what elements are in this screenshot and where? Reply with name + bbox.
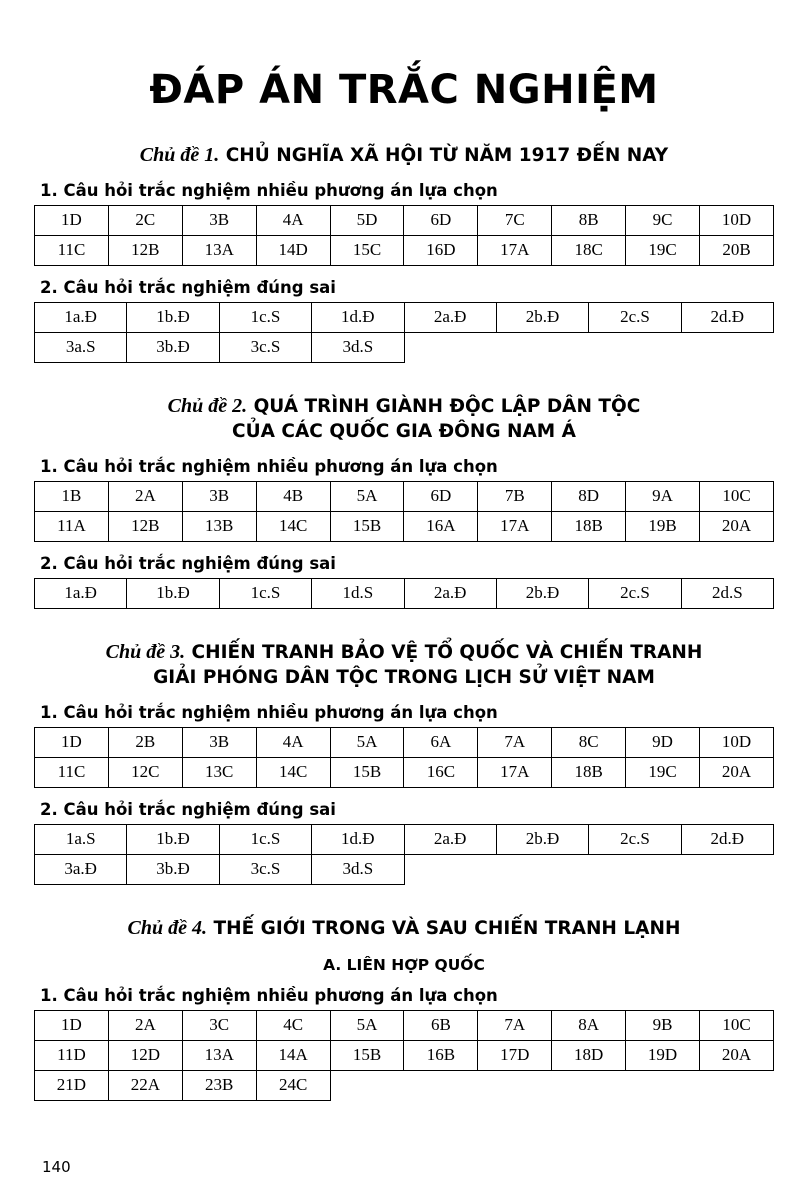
section-label-2-1: 1. Câu hỏi trắc nghiệm nhiều phương án lựa chọn [40,456,498,476]
answer-cell: 3a.Đ [35,854,127,884]
section-label-1-1: 1. Câu hỏi trắc nghiệm nhiều phương án lựa chọn [40,181,498,200]
answer-table-2-2 [34,578,774,609]
answer-cell: 2C [108,206,182,236]
answer-cell: 2c.S [589,824,681,854]
answer-cell: 17A [478,757,552,787]
empty-cell [330,1070,404,1100]
answer-cell: 14A [256,1040,330,1070]
table-row [35,481,774,511]
answer-cell: 15B [330,757,404,787]
section-label-3-1: 1. Câu hỏi trắc nghiệm nhiều phương án lựa chọn [40,702,498,722]
answer-cell: 2d.Đ [681,303,773,333]
answer-cell: 15C [330,236,404,266]
answer-cell: 19C [626,236,700,266]
answer-cell: 18D [552,1040,626,1070]
answer-cell: 1D [35,1010,109,1040]
answer-cell: 6A [404,727,478,757]
answer-cell: 1b.Đ [127,578,219,608]
answer-cell: 9A [626,481,700,511]
empty-cell [589,854,681,884]
answer-cell: 18C [552,236,626,266]
answer-cell: 3b.Đ [127,854,219,884]
answer-cell: 4A [256,206,330,236]
answer-cell: 20A [700,1040,774,1070]
answer-cell: 7A [478,1010,552,1040]
topic-label-1: Chủ đề 1. [139,144,220,166]
answer-cell: 4A [256,727,330,757]
answer-cell: 19B [626,511,700,541]
answer-cell: 2A [108,481,182,511]
table-row [35,757,774,787]
answer-cell: 12C [108,757,182,787]
answer-cell: 20A [700,511,774,541]
answer-cell: 17A [478,236,552,266]
answer-cell: 2c.S [589,578,681,608]
answer-cell: 13A [182,1040,256,1070]
topic-section-4 [34,915,774,1101]
answer-cell: 2b.Đ [496,578,588,608]
answer-cell: 3c.S [219,333,311,363]
page-title: ĐÁP ÁN TRẮC NGHIỆM [149,67,659,113]
answer-cell: 1d.Đ [312,824,404,854]
answer-cell: 3B [182,206,256,236]
answer-cell: 19D [626,1040,700,1070]
answer-cell: 12B [108,511,182,541]
topic-title-3-line-1: CHIẾN TRANH BẢO VỆ TỔ QUỐC VÀ CHIẾN TRANH [191,641,703,663]
answer-cell: 3a.S [35,333,127,363]
answer-cell: 18B [552,757,626,787]
answer-cell: 5A [330,1010,404,1040]
answer-cell: 20A [700,757,774,787]
empty-cell [589,333,681,363]
topic-heading-4 [34,915,774,942]
table-row [35,824,774,854]
answer-table-1-1 [34,205,774,266]
answer-cell: 15B [330,511,404,541]
answer-cell: 1D [35,206,109,236]
table-row [35,1070,774,1100]
answer-cell: 11C [35,757,109,787]
answer-cell: 15B [330,1040,404,1070]
answer-cell: 7B [478,481,552,511]
answer-cell: 24C [256,1070,330,1100]
answer-cell: 1D [35,727,109,757]
answer-cell: 3c.S [219,854,311,884]
answer-cell: 9D [626,727,700,757]
empty-cell [404,1070,478,1100]
answer-cell: 6D [404,206,478,236]
answer-cell: 10C [700,481,774,511]
answer-cell: 1d.S [312,578,404,608]
empty-cell [496,333,588,363]
page-number: 140 [42,1158,71,1176]
answer-cell: 1c.S [219,303,311,333]
answer-cell: 11D [35,1040,109,1070]
table-row [35,303,774,333]
answer-cell: 2B [108,727,182,757]
section-label-4-1: 1. Câu hỏi trắc nghiệm nhiều phương án lựa chọn [40,985,498,1005]
answer-cell: 1a.S [35,824,127,854]
answer-cell: 3B [182,727,256,757]
answer-cell: 5D [330,206,404,236]
answer-cell: 1a.Đ [35,303,127,333]
subsection-heading-4-a: A. LIÊN HỢP QUỐC [323,955,485,974]
topic-section-2 [34,393,774,609]
answer-cell: 11C [35,236,109,266]
answer-cell: 7A [478,727,552,757]
answer-cell: 8B [552,206,626,236]
answer-cell: 22A [108,1070,182,1100]
table-row [35,511,774,541]
empty-cell [552,1070,626,1100]
answer-cell: 2a.Đ [404,578,496,608]
answer-cell: 5A [330,727,404,757]
answer-cell: 13B [182,511,256,541]
answer-table-1-2 [34,302,774,363]
table-row [35,236,774,266]
answer-cell: 1d.Đ [312,303,404,333]
topic-title-3-line-2: GIẢI PHÓNG DÂN TỘC TRONG LỊCH SỬ VIỆT NAM [153,666,655,688]
topic-label-3: Chủ đề 3. [105,640,186,663]
answer-cell: 4C [256,1010,330,1040]
table-row [35,206,774,236]
answer-cell: 2a.Đ [404,303,496,333]
answer-cell: 8A [552,1010,626,1040]
answer-cell: 14C [256,511,330,541]
answer-cell: 17D [478,1040,552,1070]
answer-cell: 12B [108,236,182,266]
topic-section-3 [34,639,774,885]
answer-cell: 2d.S [681,578,773,608]
topic-label-2: Chủ đề 2. [167,395,248,417]
table-row [35,578,774,608]
topic-title-1-line-1: CHỦ NGHĨA XÃ HỘI TỪ NĂM 1917 ĐẾN NAY [225,145,669,166]
answer-cell: 1a.Đ [35,578,127,608]
answer-cell: 23B [182,1070,256,1100]
answer-cell: 8C [552,727,626,757]
section-label-3-2: 2. Câu hỏi trắc nghiệm đúng sai [40,799,336,819]
answer-cell: 2b.Đ [496,824,588,854]
empty-cell [681,333,773,363]
answer-cell: 9C [626,206,700,236]
answer-cell: 6D [404,481,478,511]
answer-cell: 13A [182,236,256,266]
answer-table-2-1 [34,481,774,542]
answer-cell: 4B [256,481,330,511]
table-row [35,1010,774,1040]
answer-cell: 13C [182,757,256,787]
answer-cell: 16C [404,757,478,787]
answer-cell: 3C [182,1010,256,1040]
answer-cell: 1b.Đ [127,303,219,333]
answer-cell: 1c.S [219,824,311,854]
answer-cell: 16B [404,1040,478,1070]
topic-title-4-line-1: THẾ GIỚI TRONG VÀ SAU CHIẾN TRANH LẠNH [213,917,681,939]
answer-cell: 3d.S [312,333,404,363]
answer-cell: 12D [108,1040,182,1070]
answer-cell: 10C [700,1010,774,1040]
empty-cell [626,1070,700,1100]
topic-label-4: Chủ đề 4. [127,916,208,939]
answer-cell: 1B [35,481,109,511]
answer-cell: 2c.S [589,303,681,333]
answer-cell: 1b.Đ [127,824,219,854]
topic-heading-1 [34,142,774,169]
answer-cell: 7C [478,206,552,236]
answer-cell: 16D [404,236,478,266]
answer-cell: 14C [256,757,330,787]
answer-cell: 14D [256,236,330,266]
answer-cell: 8D [552,481,626,511]
topic-heading-3 [34,639,774,691]
answer-cell: 10D [700,727,774,757]
table-row [35,1040,774,1070]
answer-cell: 19C [626,757,700,787]
answer-cell: 2A [108,1010,182,1040]
answer-cell: 5A [330,481,404,511]
answer-cell: 21D [35,1070,109,1100]
answer-table-3-1 [34,727,774,788]
answer-cell: 9B [626,1010,700,1040]
topic-title-2-line-1: QUÁ TRÌNH GIÀNH ĐỘC LẬP DÂN TỘC [253,396,641,417]
section-label-2-2: 2. Câu hỏi trắc nghiệm đúng sai [40,553,336,573]
answer-cell: 3B [182,481,256,511]
answer-cell: 20B [700,236,774,266]
empty-cell [496,854,588,884]
empty-cell [404,333,496,363]
topic-title-2-line-2: CỦA CÁC QUỐC GIA ĐÔNG NAM Á [232,421,576,442]
answer-cell: 3b.Đ [127,333,219,363]
topic-heading-2 [34,393,774,445]
section-label-1-2: 2. Câu hỏi trắc nghiệm đúng sai [40,278,336,297]
answer-cell: 1c.S [219,578,311,608]
answer-table-4-1 [34,1010,774,1101]
empty-cell [478,1070,552,1100]
answer-table-3-2 [34,824,774,885]
answer-cell: 2b.Đ [496,303,588,333]
table-row [35,333,774,363]
answer-cell: 10D [700,206,774,236]
answer-cell: 18B [552,511,626,541]
answer-cell: 2d.Đ [681,824,773,854]
empty-cell [404,854,496,884]
answer-cell: 16A [404,511,478,541]
table-row [35,854,774,884]
empty-cell [700,1070,774,1100]
topic-section-1 [34,142,774,363]
answer-cell: 17A [478,511,552,541]
answer-cell: 3d.S [312,854,404,884]
empty-cell [681,854,773,884]
answer-cell: 6B [404,1010,478,1040]
answer-cell: 2a.Đ [404,824,496,854]
answer-cell: 11A [35,511,109,541]
table-row [35,727,774,757]
